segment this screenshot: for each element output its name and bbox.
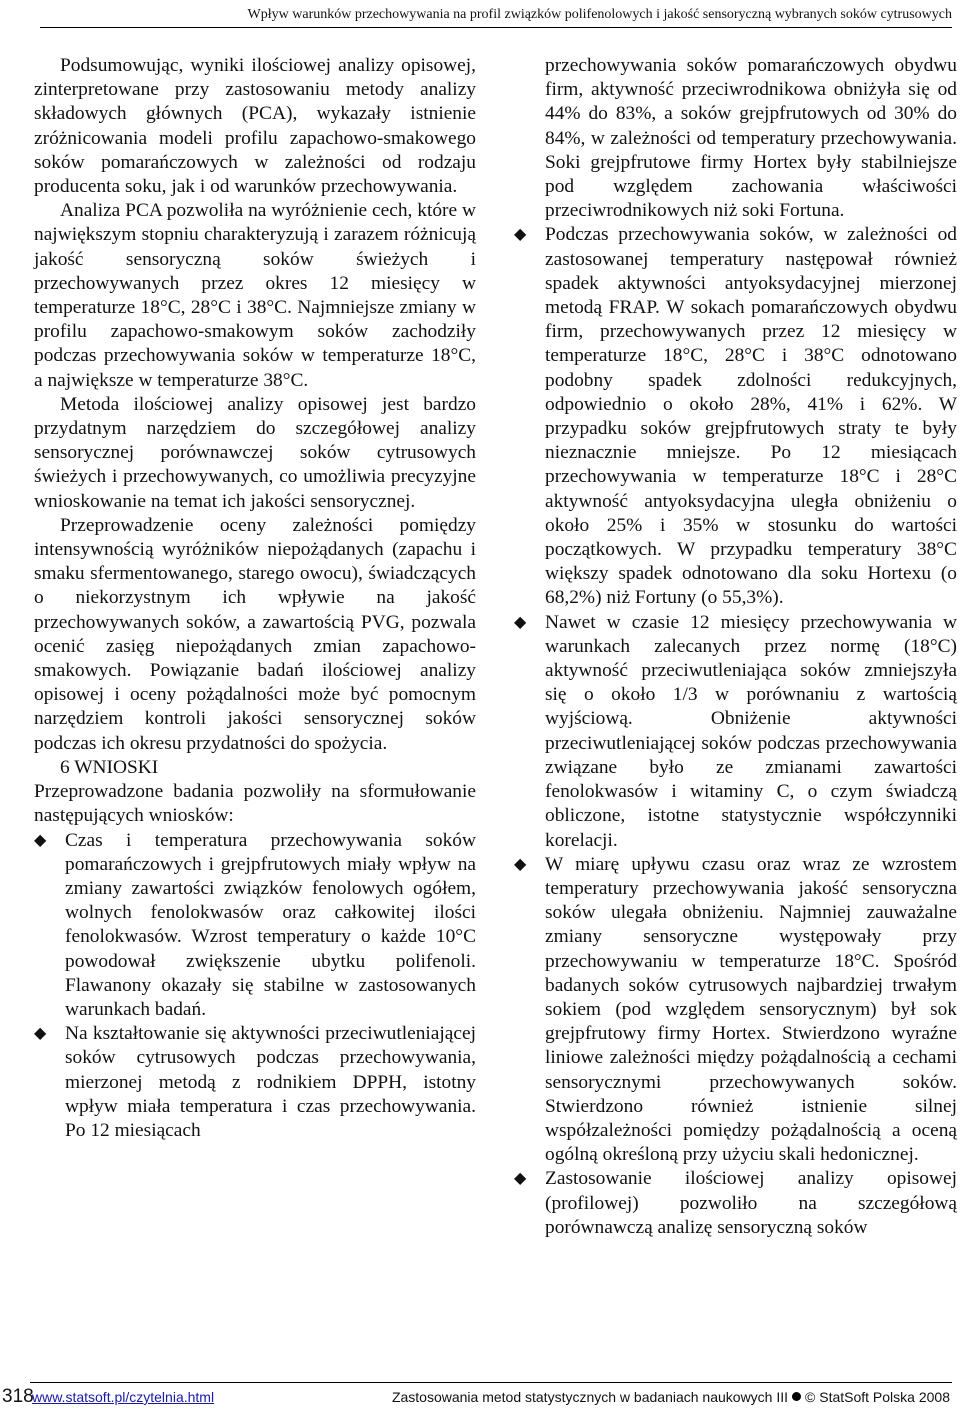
diamond-bullet-icon: ◆ xyxy=(514,613,527,631)
paragraph-summary-pca: Podsumowując, wyniki ilościowej analizy opisowej, zinterpretowane przy zastosowaniu metody analizy składowych głównych (PCA), wykazały istnienie zróżnicowania modeli profilu zapachowo-smakowego soków pomarańczowych w zależności od rodzaju producenta soku, jak i od warunków przechowywania. xyxy=(34,55,476,198)
diamond-bullet-icon: ◆ xyxy=(514,226,527,244)
diamond-bullet-icon: ◆ xyxy=(34,1025,47,1043)
footer-url-link[interactable]: www.statsoft.pl/czytelnia.html xyxy=(32,1389,215,1405)
list-item xyxy=(514,223,957,610)
list-item xyxy=(34,1022,476,1143)
footer-journal xyxy=(392,1389,950,1405)
list-item-text: Nawet w czasie 12 miesięcy przechowywania w warunkach zalecanych przez normę (18°C) aktywność przeciwutleniająca soków zmniejszyła się o około 1/3 w porównaniu z wartością wyjściową. Obniżenie aktywności przeciwutleniającej soków podczas przechowywania związane było ze zmianami zawartości fenolokwasów i witaminy C, o czym świadczą obliczone, istotne statystycznie współczynniki korelacji. xyxy=(545,611,957,851)
dot-separator-icon xyxy=(792,1392,801,1401)
list-item-text: Na kształtowanie się aktywności przeciwutleniającej soków cytrusowych podczas przechowywania, mierzonej metodą z rodnikiem DPPH, istotny wpływ miała temperatura i czas przechowywania. Po 12 miesiącach xyxy=(65,1023,476,1141)
list-item xyxy=(514,853,957,1168)
diamond-bullet-icon: ◆ xyxy=(514,1170,527,1188)
list-item-text: Zastosowanie ilościowej analizy opisowej (profilowej) pozwoliło na szczegółową porównawczą analizę sensoryczną soków xyxy=(545,1168,957,1238)
journal-title: Zastosowania metod statystycznych w badaniach naukowych III xyxy=(391,1389,789,1405)
paragraph-undesirable-attributes: Przeprowadzenie oceny zależności pomiędzy intensywnością wyróżników niepożądanych (zapachu i smaku sfermentowanego, starego owocu), świadczących o niekorzystnym ich wpływie na jakość przechowywanych soków, a zawartością PVG, pozwala ocenić zasięg niepożądanych zmian zapachowo-smakowych. Powiązanie badań ilościowej analizy opisowej i oceny pożądalności może być pomocnym narzędziem kontroli jakości sensorycznej soków podczas ich okresu przydatności do spożycia. xyxy=(34,514,476,754)
list-item xyxy=(514,1167,957,1240)
page-footer xyxy=(0,1386,960,1412)
paragraph-pca-features: Analiza PCA pozwoliła na wyróżnienie cech, które w największym stopniu charakteryzują i zarazem różnicują jakość sensoryczną soków świeżych i przechowywanych przez okres 12 miesięcy w temperaturze 18°C, 28°C i 38°C. Najmniejsze zmiany w profilu zapachowo-smakowym soków zachodziły podczas przechowywania soków w temperaturze 18°C, a największe w temperaturze 38°C. xyxy=(34,200,476,391)
list-item xyxy=(34,829,476,1023)
diamond-bullet-icon: ◆ xyxy=(34,831,47,849)
section-title-conclusions: 6 WNIOSKI xyxy=(60,756,159,778)
right-column xyxy=(514,54,957,1240)
footer-rule xyxy=(30,1382,952,1383)
running-title: Wpływ warunków przechowywania na profil związków polifenolowych i jakość sensoryczną wybranych soków cytrusowych xyxy=(247,7,952,22)
running-header xyxy=(40,6,952,28)
conclusions-list-right xyxy=(514,54,957,1240)
list-item-text: Czas i temperatura przechowywania soków pomarańczowych i grejpfrutowych miały wpływ na zmiany zawartości związków fenolowych ogółem, wolnych fenolokwasów oraz całkowitej ilości fenolokwasów. Wzrost temperatury o każde 10°C powodował zwiększenie ubytku polifenoli. Flawanony okazały się stabilne w zastosowanych warunkach badań. xyxy=(65,829,476,1020)
left-column xyxy=(34,54,476,1143)
list-item xyxy=(514,611,957,853)
list-item-text: przechowywania soków pomarańczowych obydwu firm, aktywność przeciwrodnikowa obniżyła się od 44% do 83%, a soków grejpfrutowych od 30% do 84%, w zależności od temperatury przechowywania. Soki grejpfrutowe firmy Hortex były stabilniejsze pod względem zachowania właściwości przeciwrodnikowych niż soki Fortuna. xyxy=(545,55,957,222)
list-item-text: W miarę upływu czasu oraz wraz ze wzrostem temperatury przechowywania jakość sensoryczna soków ulegała obniżeniu. Najmniej zauważalne zmiany sensoryczne występowały przy przechowywaniu w temperaturze 18°C. Spośród badanych soków cytrusowych najbardziej trwałym sokiem (pod względem sensorycznym) był sok grejpfrutowy firmy Hortex. Stwierdzono wyraźne liniowe zależności między pożądalnością a cechami sensorycznymi przechowywanych soków. Stwierdzono również istnienie silnej współzależności pomiędzy pożądalnością a oceną ogólną określoną przy użyciu skali hedonicznej. xyxy=(545,853,957,1166)
paragraph-qda-method: Metoda ilościowej analizy opisowej jest bardzo przydatnym narzędziem do szczegółowej analizy sensorycznej porównawczej soków cytrusowych świeżych i przechowywanych, co umożliwia precyzyjne wnioskowanie na temat ich jakości sensorycznej. xyxy=(34,393,476,512)
conclusions-intro: Przeprowadzone badania pozwoliły na sformułowanie następujących wniosków: xyxy=(34,781,476,827)
list-item-continuation xyxy=(514,54,957,223)
copyright-notice: © StatSoft Polska 2008 xyxy=(805,1389,950,1405)
list-item-text: Podczas przechowywania soków, w zależności od zastosowanej temperatury następował również spadek aktywności antyoksydacyjnej mierzonej metodą FRAP. W sokach pomarańczowych obydwu firm, przechowywanych przez 12 miesięcy w temperaturze 18°C, 28°C i 38°C odnotowano podobny spadek zdolności redukcyjnych, odpowiednio o około 28%, 41% i 62%. W przypadku soków grejpfrutowych straty te były nieznacznie mniejsze. Po 12 miesiącach przechowywania w temperaturze 18°C i 28°C aktywność antyoksydacyjna uległa obniżeniu o około 25% i 35% w stosunku do wartości początkowych. W przypadku temperatury 38°C większy spadek odnotowano dla soku Hortexu (o 68,2%) niż Fortuny (o 55,3%). xyxy=(545,224,957,609)
conclusions-list-left xyxy=(34,829,476,1144)
diamond-bullet-icon: ◆ xyxy=(514,855,527,873)
page-number: 318 xyxy=(2,1386,34,1407)
